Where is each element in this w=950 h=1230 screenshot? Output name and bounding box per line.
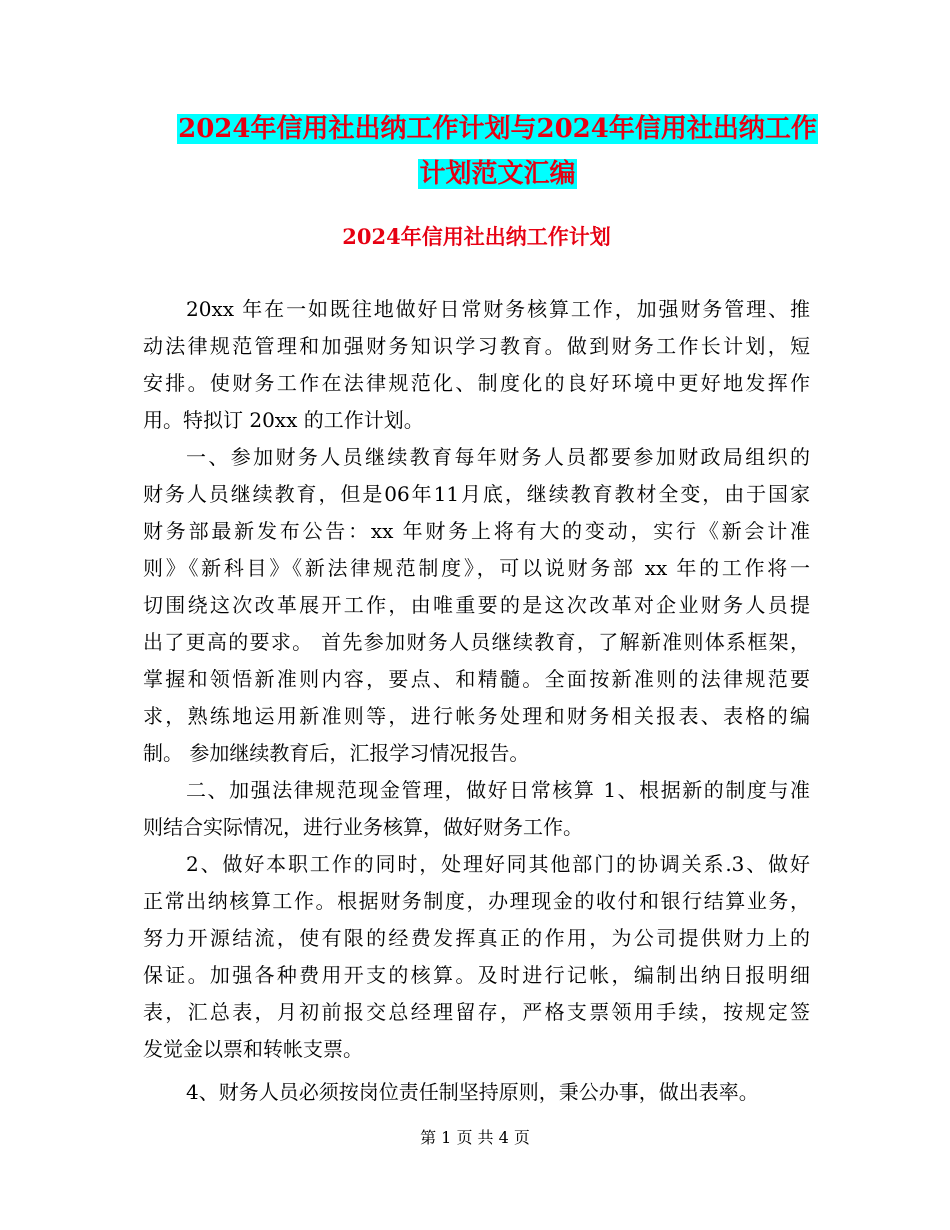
text-line: 财务人员继续教育，但是06年11月底，继续教育教材全变，由于国家: [143, 482, 810, 506]
text-line: 4、财务人员必须按岗位责任制坚持原则，秉公办事，做出表率。: [186, 1080, 759, 1104]
text-line: 财务部最新发布公告：xx 年财务上将有大的变动，实行《新会计准: [143, 519, 810, 543]
text-line: 则结合实际情况，进行业务核算，做好财务工作。: [143, 815, 583, 839]
text-line: 安排。使财务工作在法律规范化、制度化的良好环境中更好地发挥作: [143, 371, 810, 395]
title-highlight: 2024年信用社出纳工作计划与2024年信用社出纳工作: [178, 114, 817, 144]
text-line: 切围绕这次改革展开工作，由唯重要的是这次改革对企业财务人员提: [143, 593, 810, 617]
paragraph: [143, 439, 810, 772]
text-line: 则》《新科目》《新法律规范制度》，可以说财务部 xx 年的工作将一: [143, 556, 810, 580]
title-highlight: 计划范文汇编: [419, 159, 576, 189]
document-body: [143, 291, 810, 1111]
document-title: [175, 107, 820, 197]
text-line: 发觉金以票和转帐支票。: [143, 1037, 363, 1061]
paragraph: [143, 846, 810, 1068]
paragraph: [143, 291, 810, 439]
text-line: 动法律规范管理和加强财务知识学习教育。做到财务工作长计划，短: [143, 334, 810, 358]
paragraph: [143, 772, 810, 846]
text-line: 求，熟练地运用新准则等，进行帐务处理和财务相关报表、表格的编: [143, 704, 810, 728]
text-line: 用。特拟订 20xx 的工作计划。: [143, 408, 424, 432]
document-title-line: [175, 107, 820, 152]
text-line: 努力开源结流，使有限的经费发挥真正的作用，为公司提供财力上的: [143, 926, 810, 950]
paragraph: [143, 1074, 810, 1111]
text-line: 正常出纳核算工作。根据财务制度，办理现金的收付和银行结算业务，: [143, 889, 810, 913]
section-heading: 2024年信用社出纳工作计划: [342, 224, 611, 249]
text-line: 制。 参加继续教育后，汇报学习情况报告。: [143, 741, 530, 765]
text-line: 二、加强法律规范现金管理，做好日常核算 1、根据新的制度与准: [186, 778, 810, 802]
document-title-line: [175, 152, 820, 197]
text-line: 一、参加财务人员继续教育每年财务人员都要参加财政局组织的: [186, 445, 810, 469]
text-line: 2、做好本职工作的同时，处理好同其他部门的协调关系.3、做好: [186, 852, 810, 876]
text-line: 表，汇总表，月初前报交总经理留存，严格支票领用手续，按规定签: [143, 1000, 810, 1024]
text-line: 保证。加强各种费用开支的核算。及时进行记帐，编制出纳日报明细: [143, 963, 810, 987]
text-line: 掌握和领悟新准则内容，要点、和精髓。全面按新准则的法律规范要: [143, 667, 810, 691]
text-line: 出了更高的要求。 首先参加财务人员继续教育，了解新准则体系框架，: [143, 630, 810, 654]
text-line: 20xx 年在一如既往地做好日常财务核算工作，加强财务管理、推: [186, 297, 810, 321]
page-number-footer: 第 1 页 共 4 页: [420, 1128, 530, 1147]
